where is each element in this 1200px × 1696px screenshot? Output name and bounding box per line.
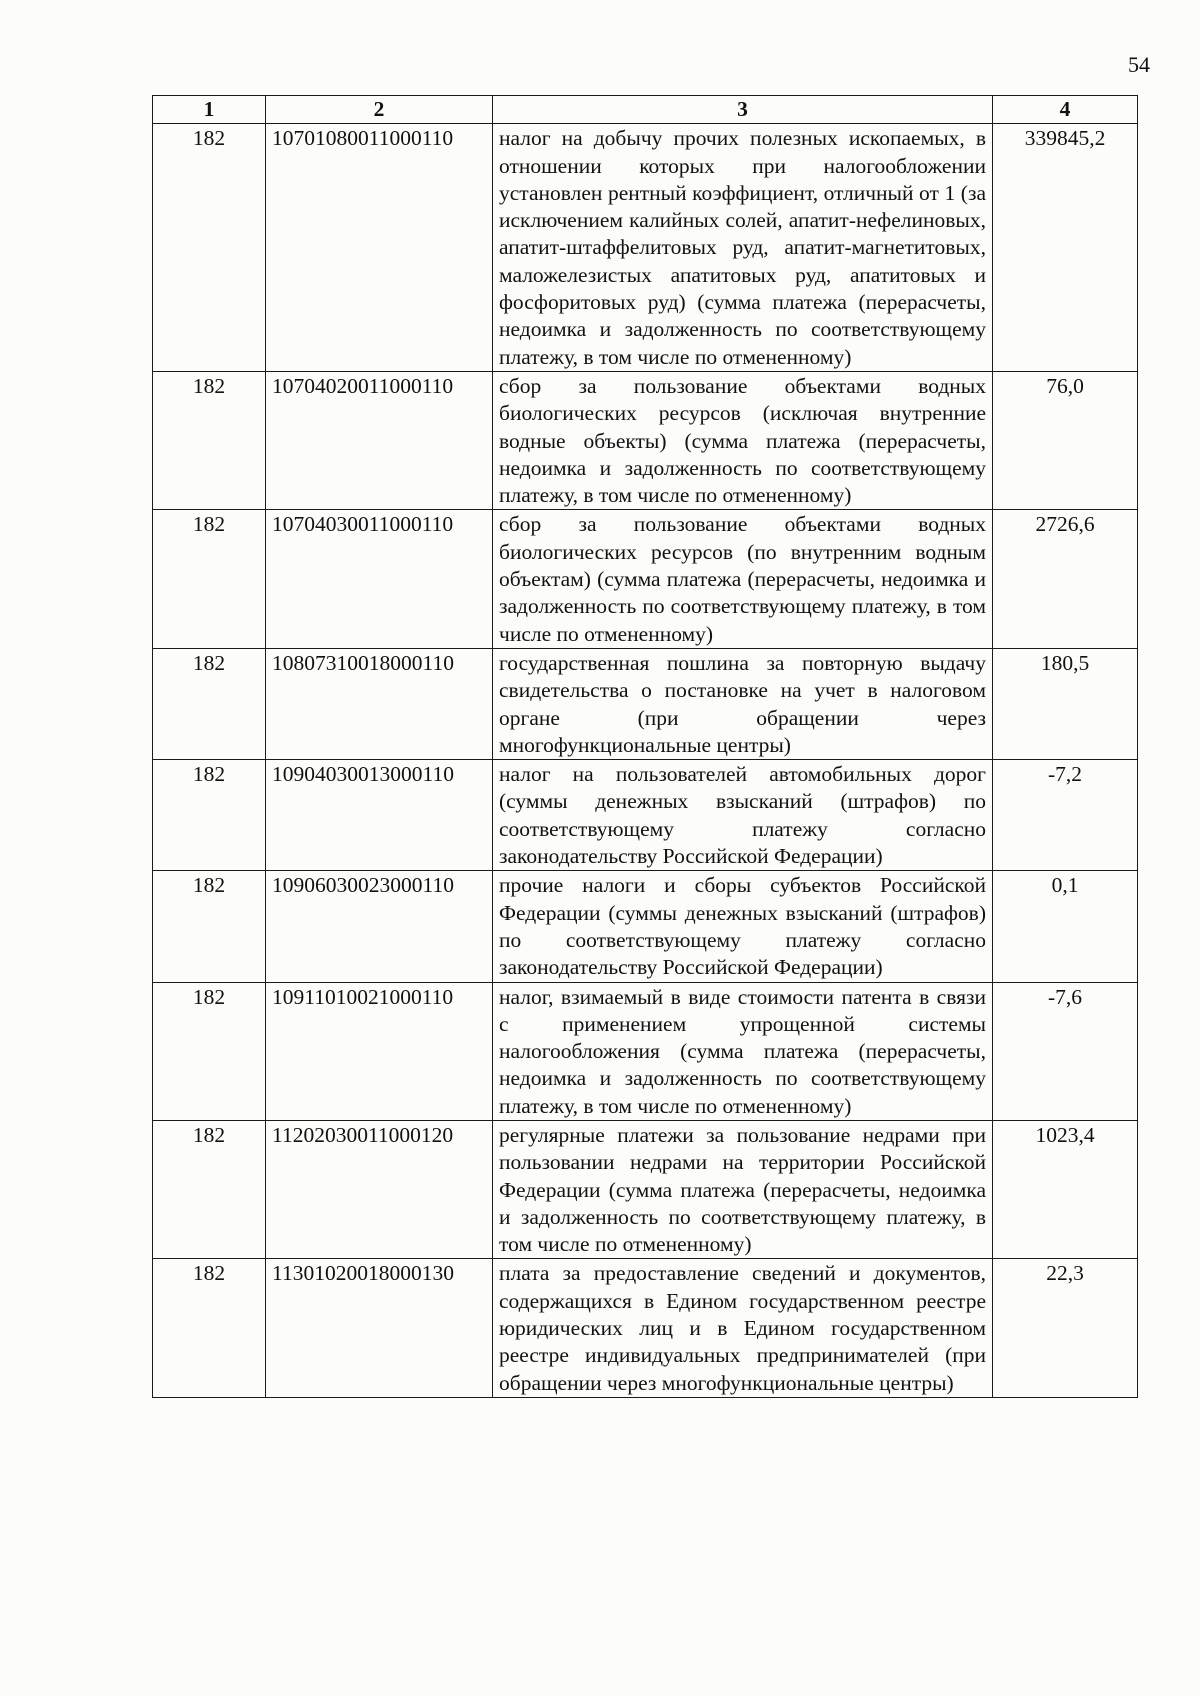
budget-classification-code: 10807310018000110 [266,648,493,759]
header-col-4: 4 [993,96,1138,124]
budget-classification-code: 10904030013000110 [266,760,493,871]
table-row [153,124,1138,372]
revenue-name: государственная пошлина за повторную выдачу свидетельства о постановке на учет в налоговом органе (при обращении через многофункциональные центры) [493,648,993,759]
table-row [153,371,1138,509]
revenue-name: налог, взимаемый в виде стоимости патента в связи с применением упрощенной системы налогообложения (сумма платежа (перерасчеты, недоимка и задолженность по соответствующему платежу, в том числе по отмененному) [493,982,993,1120]
header-col-2: 2 [266,96,493,124]
admin-code: 182 [153,510,266,648]
amount: 1023,4 [993,1120,1138,1258]
amount: 2726,6 [993,510,1138,648]
amount: -7,6 [993,982,1138,1120]
amount: 0,1 [993,871,1138,982]
amount: 339845,2 [993,124,1138,372]
header-row [153,96,1138,124]
header-col-1: 1 [153,96,266,124]
budget-classification-code: 10701080011000110 [266,124,493,372]
admin-code: 182 [153,124,266,372]
header-col-3: 3 [493,96,993,124]
admin-code: 182 [153,871,266,982]
amount: 180,5 [993,648,1138,759]
budget-classification-code: 11202030011000120 [266,1120,493,1258]
amount: 76,0 [993,371,1138,509]
revenue-name: налог на добычу прочих полезных ископаемых, в отношении которых при налогообложении установлен рентный коэффициент, отличный от 1 (за исключением калийных солей, апатит-нефелиновых, апатит-штаффелитовых руд, апатит-магнетитовых, маложелезистых апатитовых руд, апатитовых и фосфоритовых руд) (сумма платежа (перерасчеты, недоимка и задолженность по соответствующему платежу, в том числе по отмененному) [493,124,993,372]
page-number: 54 [1128,52,1150,77]
table-row [153,982,1138,1120]
revenue-name: прочие налоги и сборы субъектов Российской Федерации (суммы денежных взысканий (штрафов) по соответствующему платежу согласно законодательству Российской Федерации) [493,871,993,982]
table-row [153,1120,1138,1258]
budget-classification-code: 10704030011000110 [266,510,493,648]
budget-classification-code: 10906030023000110 [266,871,493,982]
table-row [153,1259,1138,1397]
table-row [153,510,1138,648]
admin-code: 182 [153,982,266,1120]
admin-code: 182 [153,371,266,509]
revenue-name: сбор за пользование объектами водных биологических ресурсов (по внутренним водным объектам) (сумма платежа (перерасчеты, недоимка и задолженность по соответствующему платежу, в том числе по отмененному) [493,510,993,648]
revenue-table [152,95,1138,1398]
table-row [153,648,1138,759]
table-row [153,871,1138,982]
revenue-name: плата за предоставление сведений и документов, содержащихся в Едином государственном реестре юридических лиц и в Едином государственном реестре индивидуальных предпринимателей (при обращении через многофункциональные центры) [493,1259,993,1397]
admin-code: 182 [153,760,266,871]
admin-code: 182 [153,1120,266,1258]
budget-classification-code: 11301020018000130 [266,1259,493,1397]
table-row [153,760,1138,871]
amount: -7,2 [993,760,1138,871]
amount: 22,3 [993,1259,1138,1397]
budget-classification-code: 10704020011000110 [266,371,493,509]
revenue-name: сбор за пользование объектами водных биологических ресурсов (исключая внутренние водные объекты) (сумма платежа (перерасчеты, недоимка и задолженность по соответствующему платежу, в том числе по отмененному) [493,371,993,509]
admin-code: 182 [153,648,266,759]
revenue-name: регулярные платежи за пользование недрами при пользовании недрами на территории Российской Федерации (сумма платежа (перерасчеты, недоимка и задолженность по соответствующему платежу, в том числе по отмененному) [493,1120,993,1258]
revenue-name: налог на пользователей автомобильных дорог (суммы денежных взысканий (штрафов) по соответствующему платежу согласно законодательству Российской Федерации) [493,760,993,871]
admin-code: 182 [153,1259,266,1397]
budget-classification-code: 10911010021000110 [266,982,493,1120]
